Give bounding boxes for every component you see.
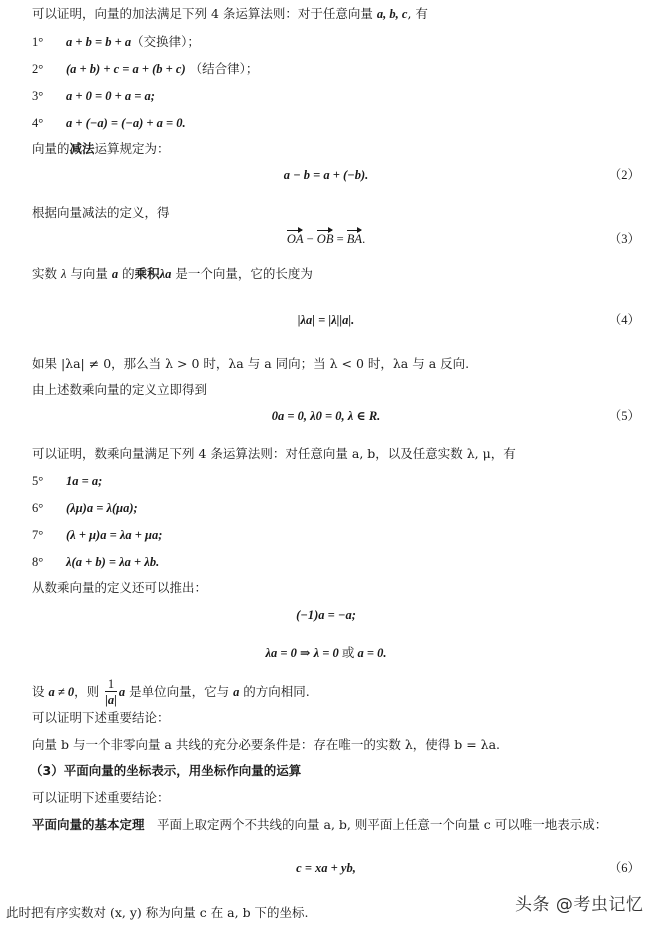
text: 运算规定为： bbox=[94, 141, 170, 156]
prove-text-2: 可以证明下述重要结论： bbox=[32, 790, 170, 805]
intro-vars: a, b, c bbox=[376, 7, 408, 21]
prove-text-1: 可以证明下述重要结论： bbox=[32, 710, 170, 725]
theorem-body: 平面上取定两个不共线的向量 a, b, 则平面上任意一个向量 c 可以唯一地表示成： bbox=[144, 817, 608, 832]
rule-formula: a + 0 = 0 + a = a; bbox=[66, 89, 155, 103]
equation-number-4: （4） bbox=[608, 313, 640, 327]
intro-paragraph bbox=[32, 6, 428, 22]
theorem-title: 平面向量的基本定理 bbox=[32, 817, 145, 832]
rule-number: 7° bbox=[32, 528, 44, 542]
text: 与向量 bbox=[66, 266, 112, 281]
bold-term: 乘积 bbox=[134, 266, 160, 281]
equation-rhs: a = 0. bbox=[354, 646, 387, 660]
equation-neg bbox=[0, 607, 652, 623]
equation-number-5: （5） bbox=[608, 409, 640, 423]
text: 的 bbox=[118, 266, 135, 281]
equation-2 bbox=[0, 167, 652, 183]
section-3-title: （3）平面向量的坐标表示，用坐标作向量的运算 bbox=[30, 763, 302, 778]
collinear-text: 向量 b 与一个非零向量 a 共线的充分必要条件是：存在唯一的实数 λ，使得 b = λa. bbox=[32, 737, 500, 752]
scalar-intro bbox=[32, 266, 313, 282]
subtraction-intro bbox=[32, 141, 170, 157]
rule-formula: λ(a + b) = λa + λb. bbox=[66, 555, 160, 569]
equation-6 bbox=[0, 860, 652, 876]
rule-formula: a + b = b + a bbox=[66, 35, 132, 49]
rule-number: 8° bbox=[32, 555, 44, 569]
intro-text-after: , 有 bbox=[407, 6, 428, 21]
lambda: λ bbox=[60, 267, 67, 281]
text: ，则 bbox=[74, 684, 104, 699]
text: 设 bbox=[32, 684, 49, 699]
rule-number: 5° bbox=[32, 474, 44, 488]
intro-text: 可以证明，向量的加法满足下列 4 条运算法则：对于任意向量 bbox=[32, 6, 377, 21]
theorem bbox=[32, 817, 607, 833]
equation-number-2: （2） bbox=[608, 168, 640, 182]
var-a: a bbox=[111, 267, 119, 281]
text: 的方向相同. bbox=[239, 684, 310, 699]
rule-number: 2° bbox=[32, 62, 44, 76]
vector-oa: OA bbox=[286, 232, 304, 246]
rule-note: （交换律）； bbox=[131, 34, 200, 49]
direction-text: 如果 |λa| ≠ 0，那么当 λ > 0 时，λa 与 a 同向；当 λ < 0 时，λa 与 a 反向. bbox=[32, 356, 470, 371]
equation-lhs: λa = 0 ⇒ λ = 0 bbox=[265, 646, 342, 660]
text: 实数 bbox=[32, 266, 61, 281]
period: . bbox=[362, 232, 366, 246]
fraction-numerator: 1 bbox=[105, 677, 117, 692]
rule-formula: 1a = a; bbox=[66, 474, 103, 488]
text: 是单位向量，它与 bbox=[125, 684, 234, 699]
fraction-denominator: |a| bbox=[105, 693, 117, 707]
rule-formula: (λ + μ)a = λa + μa; bbox=[66, 528, 163, 542]
rule-6 bbox=[32, 500, 138, 516]
scalar-def-text: 由上述数乘向量的定义立即得到 bbox=[32, 382, 208, 397]
rule-4 bbox=[32, 115, 186, 131]
watermark: 头条 @考虫记忆 bbox=[515, 895, 644, 915]
coordinate-text: 此时把有序实数对 (x, y) 称为向量 c 在 a, b 下的坐标. bbox=[6, 905, 309, 920]
var-a: a bbox=[233, 685, 240, 699]
rule-7 bbox=[32, 527, 162, 543]
text: 是一个向量，它的长度为 bbox=[171, 266, 313, 281]
text: 向量的 bbox=[32, 141, 70, 156]
vector-ba: BA bbox=[346, 232, 363, 246]
unit-vector-text bbox=[32, 676, 310, 708]
equation-zero bbox=[0, 645, 652, 661]
product: λa bbox=[159, 267, 172, 281]
minus-sign: − bbox=[303, 232, 317, 246]
fraction bbox=[105, 677, 117, 708]
rule-number: 6° bbox=[32, 501, 44, 515]
rule-2 bbox=[32, 61, 258, 77]
rule-8 bbox=[32, 554, 159, 570]
equals-sign: = bbox=[333, 232, 347, 246]
bold-term: 减法 bbox=[69, 141, 95, 156]
var-a: a bbox=[118, 685, 126, 699]
equation-formula: c = xa + yb, bbox=[296, 861, 356, 875]
rule-number: 1° bbox=[32, 35, 44, 49]
equation-formula: 0a = 0, λ0 = 0, λ ∈ R. bbox=[271, 409, 381, 423]
rule-number: 3° bbox=[32, 89, 44, 103]
scalar-rules-intro: 可以证明，数乘向量满足下列 4 条运算法则：对任意向量 a, b，以及任意实数 λ, μ，有 bbox=[32, 446, 516, 461]
rule-number: 4° bbox=[32, 116, 44, 130]
equation-5 bbox=[0, 408, 652, 424]
rule-formula: (a + b) + c = a + (b + c) bbox=[66, 62, 186, 76]
rule-5 bbox=[32, 473, 102, 489]
equation-3 bbox=[0, 231, 652, 247]
vector-ob: OB bbox=[316, 232, 334, 246]
rule-1 bbox=[32, 34, 200, 50]
equation-formula: (−1)a = −a; bbox=[296, 608, 356, 622]
subtraction-def-text: 根据向量减法的定义，得 bbox=[32, 205, 170, 220]
or-text: 或 bbox=[341, 645, 355, 660]
rule-formula: (λμ)a = λ(μa); bbox=[66, 501, 138, 515]
rule-note: （结合律）； bbox=[185, 61, 259, 76]
deduce-text: 从数乘向量的定义还可以推出： bbox=[32, 580, 208, 595]
equation-formula: |λa| = |λ||a|. bbox=[297, 313, 355, 327]
equation-number-6: （6） bbox=[608, 861, 640, 875]
equation-4 bbox=[0, 312, 652, 328]
equation-number-3: （3） bbox=[608, 232, 640, 246]
condition: a ≠ 0 bbox=[48, 685, 75, 699]
equation-formula: a − b = a + (−b). bbox=[283, 168, 369, 182]
rule-formula: a + (−a) = (−a) + a = 0. bbox=[66, 116, 186, 130]
rule-3 bbox=[32, 88, 155, 104]
